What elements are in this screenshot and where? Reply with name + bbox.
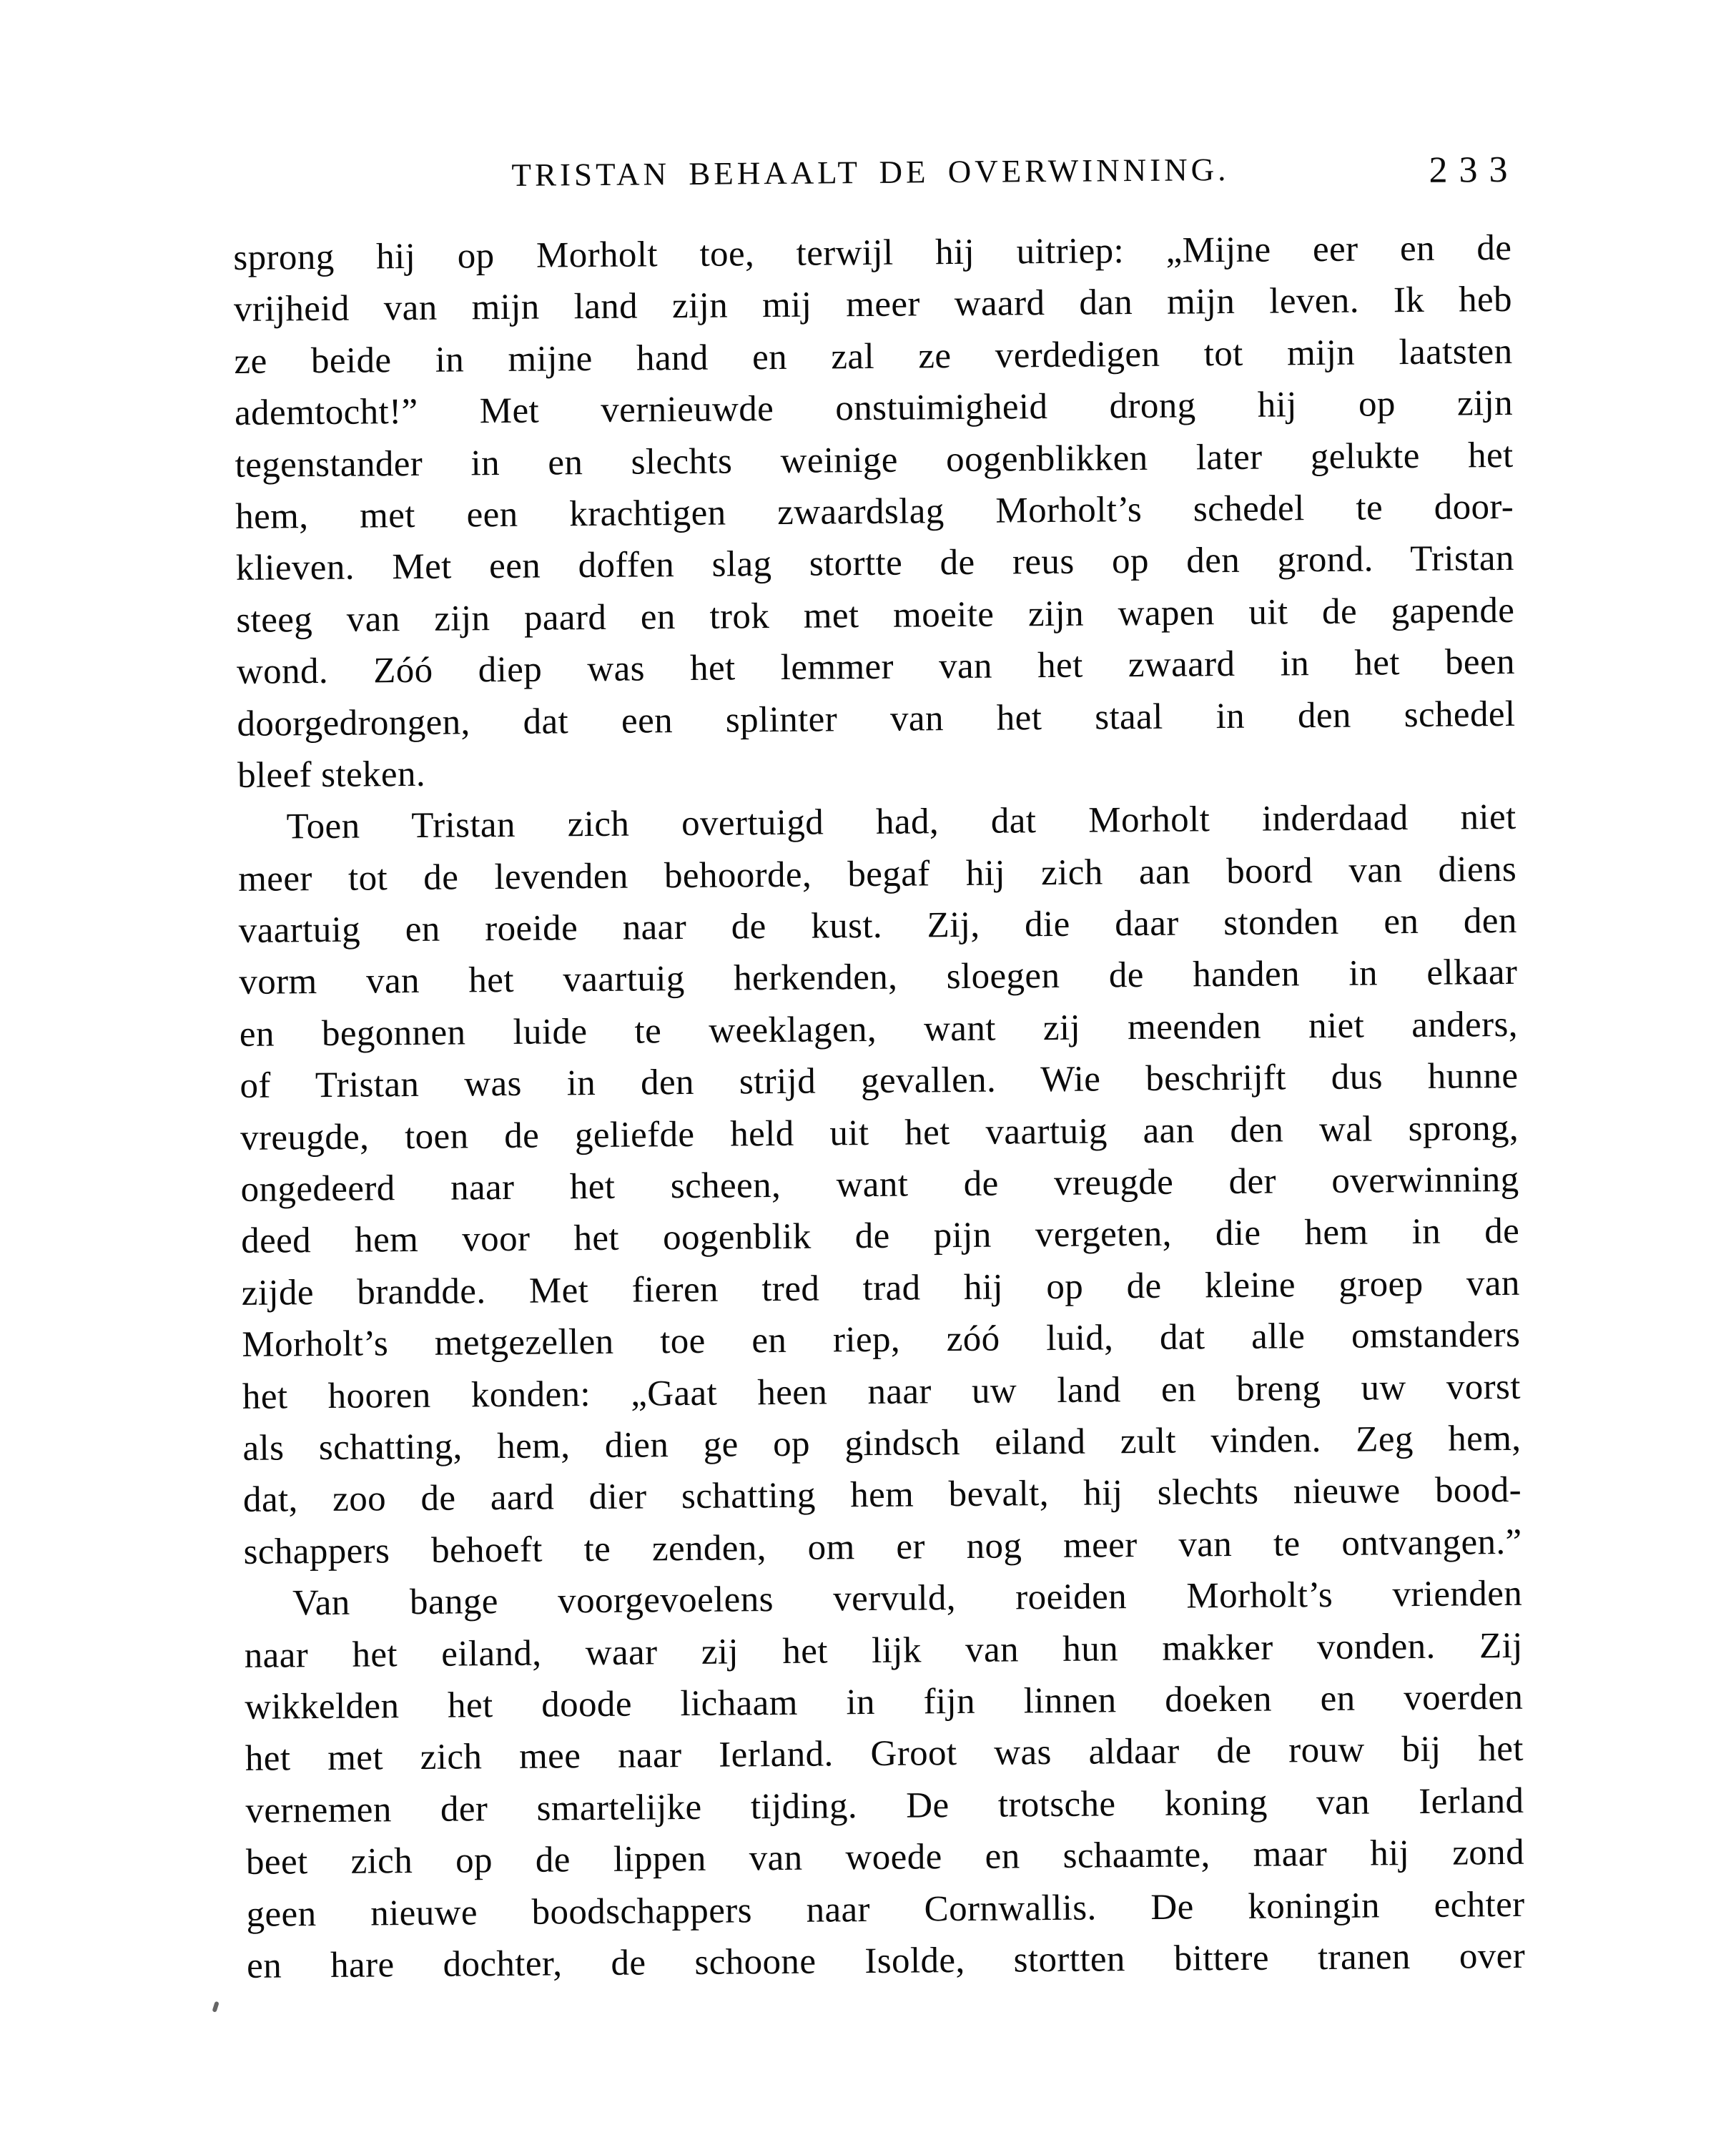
text-line: vrijheid van mijn land zijn mij meer waard dan mijn leven. Ik heb xyxy=(233,280,1513,330)
text-line: ademtocht!” Met vernieuwde onstuimigheid drong hij op zijn xyxy=(234,383,1514,434)
text-line: dat, zoo de aard dier schatting hem bevalt, hij slechts nieuwe bood- xyxy=(242,1470,1522,1521)
text-line: ze beide in mijne hand en zal ze verdedigen tot mijn laatsten xyxy=(234,331,1513,382)
text-line: het met zich mee naar Ierland. Groot was aldaar de rouw bij het xyxy=(245,1729,1524,1780)
text-line: schappers behoeft te zenden, om er nog meer van te ontvangen.” xyxy=(243,1522,1522,1572)
scan-artifact xyxy=(212,2001,219,2013)
text-line: hem, met een krachtigen zwaardslag Morholt’s schedel te door- xyxy=(235,486,1514,537)
text-line: Morholt’s metgezellen toe en riep, zóó luid, dat alle omstanders xyxy=(242,1315,1521,1366)
text-line: Toen Tristan zich overtuigd had, dat Morholt inderdaad niet xyxy=(286,797,1516,847)
text-line: steeg van zijn paard en trok met moeite zijn wapen uit de gapende xyxy=(236,590,1515,641)
page-number: 233 xyxy=(1429,149,1519,191)
text-line: als schatting, hem, dien ge op gindsch eiland zult vinden. Zeg hem, xyxy=(242,1418,1522,1469)
text-line: het hooren konden: „Gaat heen naar uw land en breng uw vorst xyxy=(242,1366,1522,1417)
running-header xyxy=(230,142,1519,203)
paragraph xyxy=(237,792,1522,1578)
text-line: wond. Zóó diep was het lemmer van het zwaard in het been xyxy=(236,642,1516,693)
text-line: beet zich op de lippen van woede en schaamte, maar hij zond xyxy=(245,1832,1525,1883)
text-line: wikkelden het doode lichaam in fijn linnen doeken en voerden xyxy=(245,1677,1524,1727)
text-line: tegenstander in en slechts weinige oogenblikken later gelukte het xyxy=(235,435,1514,485)
text-line: meer tot de levenden behoorde, begaf hij zich aan boord van diens xyxy=(238,849,1517,899)
text-line: of Tristan was in den strijd gevallen. Wie beschrijft dus hunne xyxy=(240,1056,1519,1107)
text-line: bleef steken. xyxy=(237,754,426,796)
paragraph xyxy=(233,222,1516,802)
text-line: naar het eiland, waar zij het lijk van hun makker vonden. Zij xyxy=(244,1625,1523,1676)
text-line: vreugde, toen de geliefde held uit het vaartuig aan den wal sprong, xyxy=(240,1108,1519,1158)
text-line: deed hem voor het oogenblik de pijn vergeten, die hem in de xyxy=(240,1211,1520,1262)
text-line: en begonnen luide te weeklagen, want zij meenden niet anders, xyxy=(239,1004,1519,1055)
text-line: Van bange voorgevoelens vervuld, roeiden Morholt’s vrienden xyxy=(292,1574,1523,1624)
text-line: vaartuig en roeide naar de kust. Zij, die daar stonden en den xyxy=(238,900,1517,951)
paragraph xyxy=(244,1568,1525,1992)
text-line: en hare dochter, de schoone Isolde, stortten bittere tranen over xyxy=(246,1936,1526,1986)
text-line: doorgedrongen, dat een splinter van het staal in den schedel xyxy=(237,694,1516,744)
body-text xyxy=(233,222,1525,1992)
text-line: vorm van het vaartuig herkenden, sloegen de handen in elkaar xyxy=(239,952,1518,1003)
text-line: klieven. Met een doffen slag stortte de reus op den grond. Tristan xyxy=(235,538,1514,589)
chapter-title: TRISTAN BEHAALT DE OVERWINNING. xyxy=(511,152,1230,193)
text-line: geen nieuwe boodschappers naar Cornwallis. De koningin echter xyxy=(246,1884,1525,1935)
text-line: sprong hij op Morholt toe, terwijl hij uitriep: „Mijne eer en de xyxy=(233,227,1512,278)
text-line: zijde brandde. Met fieren tred trad hij op de kleine groep van xyxy=(241,1263,1520,1313)
text-line: vernemen der smartelijke tijding. De trotsche koning van Ierland xyxy=(245,1780,1524,1831)
text-line: ongedeerd naar het scheen, want de vreugde der overwinning xyxy=(240,1159,1519,1210)
